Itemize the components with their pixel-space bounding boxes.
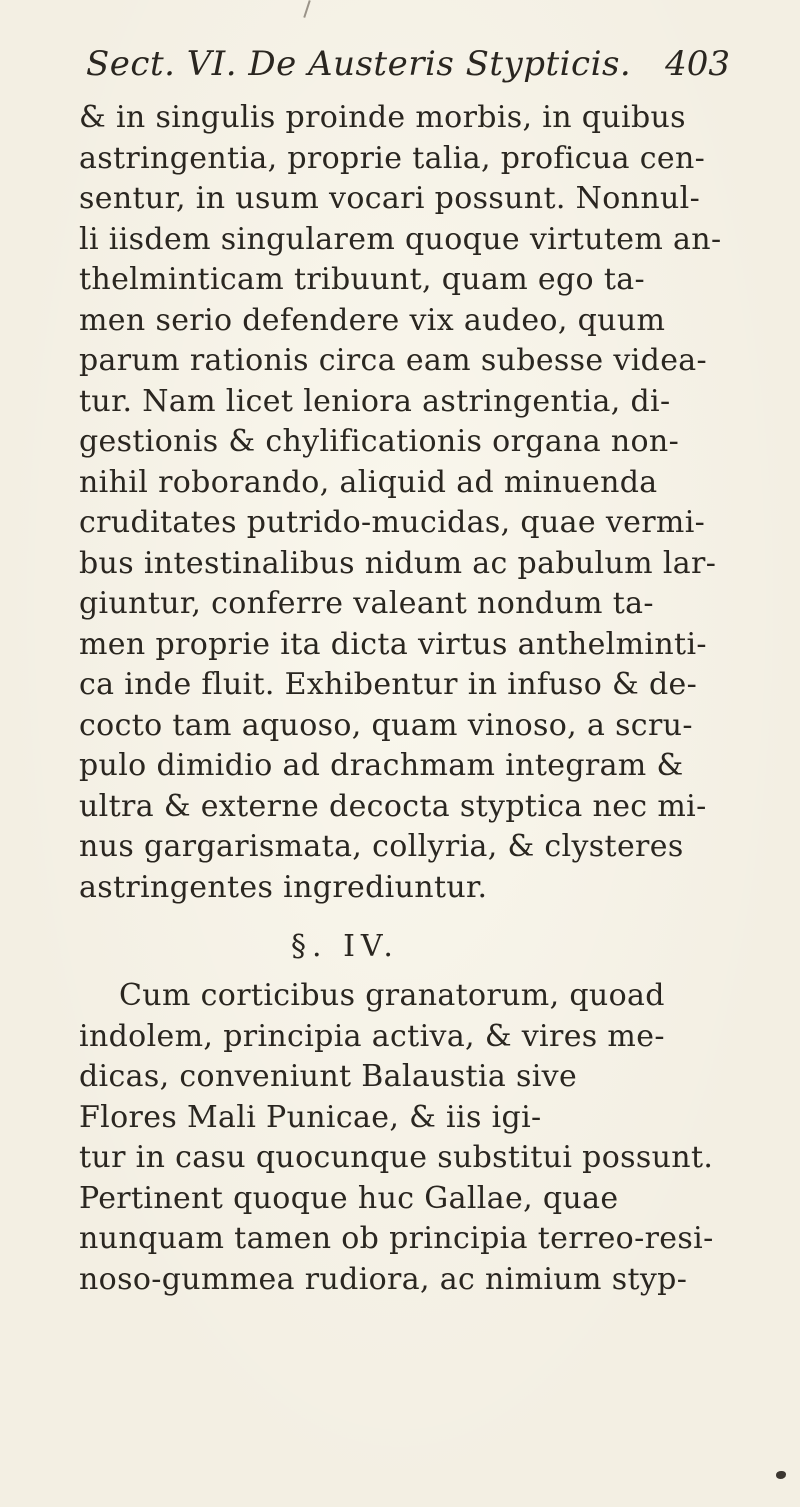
text-line: men proprie ita dicta virtus anthelminti- xyxy=(79,626,707,662)
main-text xyxy=(79,98,739,1300)
text-line: ca inde fluit. Exhibentur in infuso & de- xyxy=(79,667,698,702)
text-line: nihil roborando, aliquid ad minuenda xyxy=(79,464,658,500)
text-line: indolem, principia activa, & vires me- xyxy=(79,1018,665,1054)
text-line: gestionis & chylificationis organa non- xyxy=(79,424,680,459)
text-line: cruditates putrido-mucidas, quae vermi- xyxy=(79,505,706,540)
text-line: men serio defendere vix audeo, quum xyxy=(79,302,666,338)
text-line: thelminticam tribuunt, quam ego ta- xyxy=(79,262,645,297)
text-line: tur in casu quocunque substitui possunt. xyxy=(79,1140,714,1175)
page-header xyxy=(80,44,730,94)
text-line: nunquam tamen ob principia terreo-resi- xyxy=(79,1221,714,1256)
text-line: dicas, conveniunt Balaustia sive xyxy=(79,1059,578,1094)
text-line: pulo dimidio ad drachmam integram & xyxy=(79,748,684,783)
text-line: li iisdem singularem quoque virtutem an- xyxy=(79,221,722,257)
text-line: bus intestinalibus nidum ac pabulum lar- xyxy=(79,545,717,581)
text-line: sentur, in usum vocari possunt. Nonnul- xyxy=(79,181,701,216)
text-line: tur. Nam licet leniora astringentia, di- xyxy=(79,383,671,419)
text-line: giuntur, conferre valeant nondum ta- xyxy=(79,586,654,621)
text-line: Pertinent quoque huc Gallae, quae xyxy=(79,1180,619,1216)
spacer xyxy=(79,908,739,918)
ink-speck xyxy=(776,1471,786,1479)
ink-mark xyxy=(303,0,310,18)
text-line: astringentia, proprie talia, proficua cen- xyxy=(79,140,706,176)
section-heading: §. IV. xyxy=(291,929,399,964)
text-line: & in singulis proinde morbis, in quibus xyxy=(79,100,686,135)
page-number: 403 xyxy=(665,44,730,84)
text-line: astringentes ingrediuntur. xyxy=(79,869,488,905)
text-line: nus gargarismata, collyria, & clysteres xyxy=(79,829,684,864)
text-line: Cum corticibus granatorum, quoad xyxy=(119,978,665,1013)
text-line: noso-gummea rudiora, ac nimium styp- xyxy=(79,1261,688,1297)
text-line: cocto tam aquoso, quam vinoso, a scru- xyxy=(79,707,693,743)
running-head: Sect. VI. De Austeris Stypticis. xyxy=(86,44,632,84)
text-line: Flores Mali Punicae, & iis igi- xyxy=(79,1099,542,1135)
text-line: parum rationis circa eam subesse videa- xyxy=(79,343,708,378)
text-line: ultra & externe decocta styptica nec mi- xyxy=(79,788,707,824)
